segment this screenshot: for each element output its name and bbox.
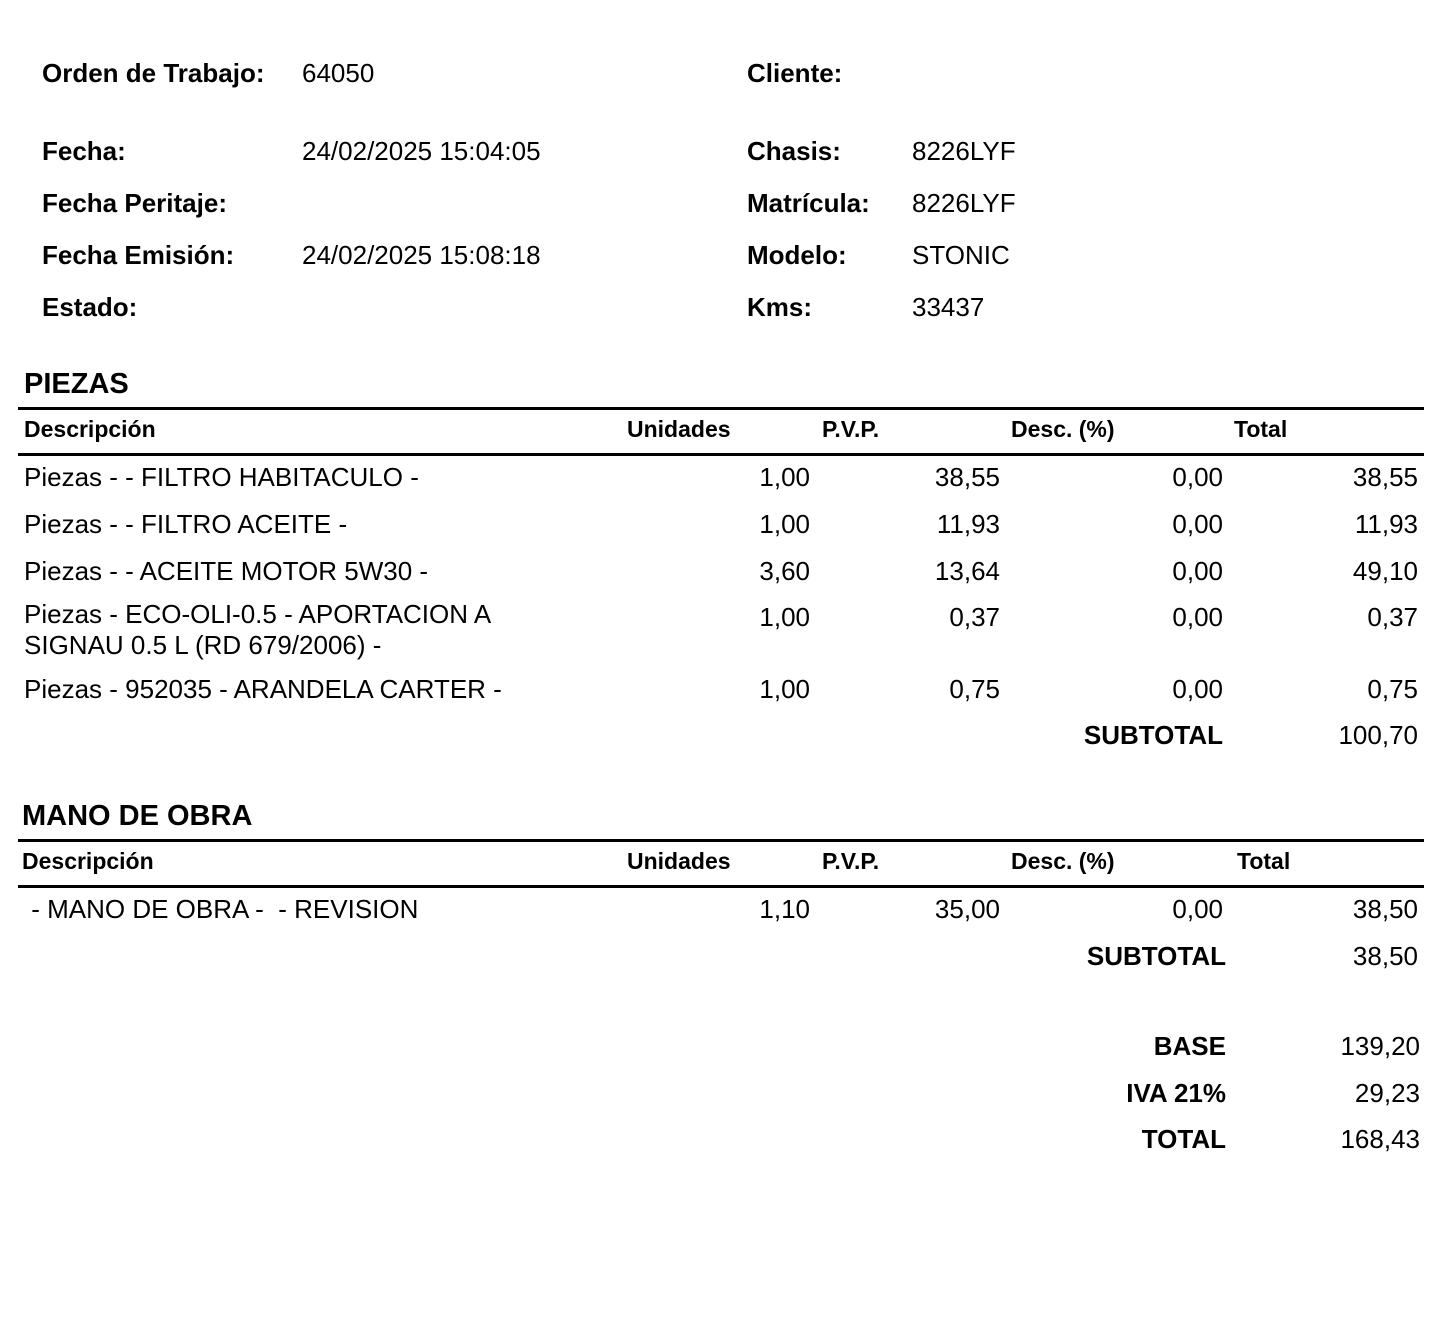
row-total: 0,75 <box>1367 674 1418 704</box>
row-unidades: 1,10 <box>759 894 810 924</box>
fecha-label: Fecha: <box>42 136 126 166</box>
iva-label: IVA 21% <box>1126 1078 1226 1108</box>
piezas-top-rule <box>18 407 1424 410</box>
piezas-col-descripcion: Descripción <box>24 416 156 442</box>
mano-obra-header-rule <box>18 885 1424 888</box>
row-unidades: 1,00 <box>759 462 810 492</box>
row-pvp: 11,93 <box>936 509 1000 539</box>
row-total: 11,93 <box>1354 509 1418 539</box>
piezas-col-total: Total <box>1234 416 1288 442</box>
row-desc-pct: 0,00 <box>1172 674 1223 704</box>
row-unidades: 1,00 <box>759 602 810 632</box>
row-desc-pct: 0,00 <box>1172 509 1223 539</box>
kms-label: Kms: <box>747 292 813 322</box>
mano-obra-col-pvp: P.V.P. <box>822 848 880 874</box>
fecha-peritaje-label: Fecha Peritaje: <box>42 188 227 218</box>
mano-obra-col-total: Total <box>1237 848 1291 874</box>
base-label: BASE <box>1153 1031 1226 1061</box>
mano-obra-subtotal-label: SUBTOTAL <box>1086 941 1226 971</box>
kms-value: 33437 <box>912 292 985 322</box>
row-description: - MANO DE OBRA - - REVISION <box>24 894 419 924</box>
iva-value: 29,23 <box>1354 1078 1420 1108</box>
modelo-value: STONIC <box>912 240 1010 270</box>
row-description: Piezas - ECO-OLI-0.5 - APORTACION A SIGNAU 0.5 L (RD 679/2006) - <box>24 599 490 660</box>
fecha-emision-value: 24/02/2025 15:08:18 <box>302 240 541 270</box>
total-label: TOTAL <box>1141 1124 1226 1154</box>
mano-obra-col-unidades: Unidades <box>627 848 731 874</box>
row-description: Piezas - 952035 - ARANDELA CARTER - <box>24 674 502 704</box>
total-value: 168,43 <box>1340 1124 1420 1154</box>
row-unidades: 3,60 <box>759 556 810 586</box>
fecha-emision-label: Fecha Emisión: <box>42 240 235 270</box>
mano-obra-col-descripcion: Descripción <box>22 848 154 874</box>
estado-label: Estado: <box>42 292 138 322</box>
chasis-label: Chasis: <box>747 136 841 166</box>
piezas-subtotal-label: SUBTOTAL <box>1083 720 1223 750</box>
piezas-col-unidades: Unidades <box>627 416 731 442</box>
matricula-value: 8226LYF <box>912 188 1016 218</box>
mano-obra-subtotal-value: 38,50 <box>1352 941 1418 971</box>
piezas-subtotal-value: 100,70 <box>1338 720 1418 750</box>
orden-label: Orden de Trabajo: <box>42 58 265 88</box>
cliente-label: Cliente: <box>747 58 843 88</box>
row-pvp: 0,75 <box>949 674 1000 704</box>
row-pvp: 35,00 <box>934 894 1000 924</box>
mano-obra-top-rule <box>18 839 1424 842</box>
modelo-label: Modelo: <box>747 240 847 270</box>
row-unidades: 1,00 <box>759 509 810 539</box>
row-pvp: 38,55 <box>934 462 1000 492</box>
row-unidades: 1,00 <box>759 674 810 704</box>
row-description: Piezas - - ACEITE MOTOR 5W30 - <box>24 556 429 586</box>
fecha-value: 24/02/2025 15:04:05 <box>302 136 541 166</box>
row-total: 49,10 <box>1352 556 1418 586</box>
chasis-value: 8226LYF <box>912 136 1016 166</box>
piezas-col-desc: Desc. (%) <box>1011 416 1115 442</box>
row-pvp: 0,37 <box>949 602 1000 632</box>
orden-value: 64050 <box>302 58 375 88</box>
row-desc-pct: 0,00 <box>1172 894 1223 924</box>
row-total: 0,37 <box>1367 602 1418 632</box>
piezas-col-pvp: P.V.P. <box>822 416 880 442</box>
row-desc-pct: 0,00 <box>1172 556 1223 586</box>
row-desc-pct: 0,00 <box>1172 602 1223 632</box>
row-pvp: 13,64 <box>934 556 1000 586</box>
row-description: Piezas - - FILTRO HABITACULO - <box>24 462 419 492</box>
piezas-title: PIEZAS <box>24 368 129 400</box>
matricula-label: Matrícula: <box>747 188 870 218</box>
mano-obra-col-desc: Desc. (%) <box>1011 848 1115 874</box>
row-desc-pct: 0,00 <box>1172 462 1223 492</box>
base-value: 139,20 <box>1340 1031 1420 1061</box>
mano-obra-title: MANO DE OBRA <box>22 800 253 832</box>
row-total: 38,50 <box>1352 894 1418 924</box>
row-total: 38,55 <box>1352 462 1418 492</box>
row-description: Piezas - - FILTRO ACEITE - <box>24 509 348 539</box>
piezas-header-rule <box>18 453 1424 456</box>
